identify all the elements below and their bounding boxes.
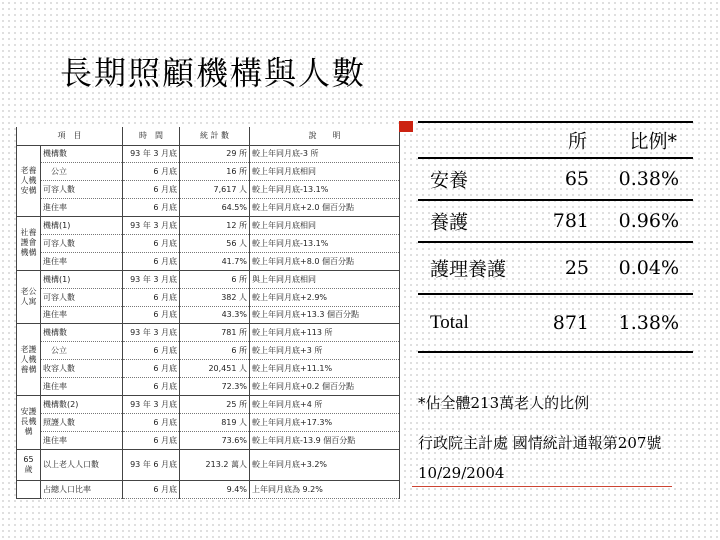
row-time: 6 月底: [123, 306, 180, 324]
row-note: 與上年同月底相同: [250, 270, 400, 288]
table-row: [17, 270, 400, 288]
header-note: 說 明: [250, 127, 400, 145]
row-value: 64.5%: [180, 199, 250, 217]
row-group-label: 老公人寓: [17, 270, 41, 324]
bottom-rule: [412, 486, 672, 487]
row-item: 可容人數: [41, 234, 123, 252]
table-body: [17, 145, 400, 499]
row-note: 較上年同月底相同: [250, 163, 400, 181]
row-item: 照護人數: [41, 413, 123, 431]
row-time: 93 年 3 月底: [123, 395, 180, 413]
table-header-row: [17, 127, 400, 145]
summary-row-count: 781: [552, 210, 589, 232]
row-item: 公立: [41, 342, 123, 360]
summary-row-ratio: 0.04%: [618, 257, 679, 279]
summary-row: [418, 243, 693, 295]
row-note: 較上年同月底-13.1%: [250, 181, 400, 199]
row-item: 機構數(2): [41, 395, 123, 413]
table-row: [17, 324, 400, 342]
statistics-table: [16, 127, 400, 499]
row-item: 機構(1): [41, 217, 123, 235]
row-time: 93 年 6 月底: [123, 449, 180, 480]
header-item: 項 目: [17, 127, 123, 145]
table-row: [17, 449, 400, 480]
row-value: 56 人: [180, 234, 250, 252]
table-row: [17, 163, 400, 181]
row-group-label: 65 歲: [17, 449, 41, 480]
summary-row: [418, 159, 693, 201]
table-row: [17, 234, 400, 252]
row-item: 機構(1): [41, 270, 123, 288]
row-time: 6 月底: [123, 252, 180, 270]
row-note: 較上年同月底+3 所: [250, 342, 400, 360]
summary-table: [418, 123, 693, 353]
row-item: 進住率: [41, 378, 123, 396]
row-note: 較上年同月底+2.9%: [250, 288, 400, 306]
row-item: 進住率: [41, 431, 123, 449]
row-group-label: [17, 480, 41, 498]
row-item: 占總人口比率: [41, 480, 123, 498]
row-value: 382 人: [180, 288, 250, 306]
row-value: 12 所: [180, 217, 250, 235]
row-time: 6 月底: [123, 288, 180, 306]
row-value: 7,617 人: [180, 181, 250, 199]
accent-square: [399, 121, 413, 132]
row-time: 93 年 3 月底: [123, 324, 180, 342]
row-note: 較上年同月底+2.0 個百分點: [250, 199, 400, 217]
summary-row-ratio: 0.38%: [618, 168, 679, 190]
table-row: [17, 288, 400, 306]
summary-row-ratio: 1.38%: [618, 312, 679, 334]
slide-title: 長期照顧機構與人數: [60, 54, 367, 92]
row-time: 6 月底: [123, 181, 180, 199]
row-value: 25 所: [180, 395, 250, 413]
summary-row: [418, 201, 693, 243]
row-note: 較上年同月底-13.9 個百分點: [250, 431, 400, 449]
row-time: 6 月底: [123, 480, 180, 498]
table-row: [17, 378, 400, 396]
row-time: 6 月底: [123, 378, 180, 396]
table-row: [17, 217, 400, 235]
row-value: 73.6%: [180, 431, 250, 449]
table-row: [17, 413, 400, 431]
table-row: [17, 306, 400, 324]
table-row: [17, 199, 400, 217]
header-time: 時 間: [123, 127, 180, 145]
row-time: 6 月底: [123, 163, 180, 181]
table-row: [17, 431, 400, 449]
summary-row-count: 25: [564, 257, 589, 279]
row-value: 6 所: [180, 342, 250, 360]
row-value: 20,451 人: [180, 360, 250, 378]
row-note: 較上年同月底+113 所: [250, 324, 400, 342]
row-note: 較上年同月底+13.3 個百分點: [250, 306, 400, 324]
summary-header-row: [418, 123, 693, 159]
row-value: 9.4%: [180, 480, 250, 498]
summary-row-name: Total: [430, 312, 469, 333]
summary-row-name: 安養: [430, 169, 469, 192]
row-value: 213.2 萬人: [180, 449, 250, 480]
row-value: 6 所: [180, 270, 250, 288]
header-value: 統 計 數: [180, 127, 250, 145]
summary-row-count: 65: [564, 168, 589, 190]
row-value: 72.3%: [180, 378, 250, 396]
table-row: [17, 360, 400, 378]
row-note: 較上年同月底-3 所: [250, 145, 400, 163]
row-group-label: 安護長機構: [17, 395, 41, 449]
table-row: [17, 181, 400, 199]
row-group-label: 社養護會機構: [17, 217, 41, 271]
row-item: 公立: [41, 163, 123, 181]
scanned-statistics-table: [16, 127, 399, 499]
row-note: 較上年同月底-13.1%: [250, 234, 400, 252]
publication-date: 10/29/2004: [418, 464, 505, 482]
table-row: [17, 145, 400, 163]
row-value: 29 所: [180, 145, 250, 163]
row-item: 進住率: [41, 306, 123, 324]
row-group-label: 老護人機養構: [17, 324, 41, 396]
row-item: 機構數: [41, 145, 123, 163]
summary-row-name: 養護: [430, 211, 469, 234]
row-time: 93 年 3 月底: [123, 270, 180, 288]
row-note: 較上年同月底相同: [250, 217, 400, 235]
row-item: 可容人數: [41, 181, 123, 199]
row-item: 進住率: [41, 199, 123, 217]
row-item: 進住率: [41, 252, 123, 270]
table-row: [17, 480, 400, 498]
summary-header-ratio: 比例*: [629, 130, 677, 153]
row-time: 6 月底: [123, 342, 180, 360]
row-time: 6 月底: [123, 360, 180, 378]
row-time: 6 月底: [123, 431, 180, 449]
footnote: *佔全體213萬老人的比例: [418, 394, 590, 412]
row-time: 6 月底: [123, 234, 180, 252]
row-value: 43.3%: [180, 306, 250, 324]
row-item: 機構數: [41, 324, 123, 342]
row-time: 6 月底: [123, 413, 180, 431]
row-value: 781 所: [180, 324, 250, 342]
row-item: 收容人數: [41, 360, 123, 378]
summary-row-ratio: 0.96%: [618, 210, 679, 232]
summary-row-count: 871: [552, 312, 589, 334]
row-note: 較上年同月底+8.0 個百分點: [250, 252, 400, 270]
table-row: [17, 342, 400, 360]
row-note: 較上年同月底+3.2%: [250, 449, 400, 480]
row-note: 較上年同月底+17.3%: [250, 413, 400, 431]
row-value: 16 所: [180, 163, 250, 181]
table-row: [17, 252, 400, 270]
row-time: 93 年 3 月底: [123, 217, 180, 235]
row-item: 以上老人人口數: [41, 449, 123, 480]
summary-header-count: 所: [567, 130, 587, 153]
row-note: 較上年同月底+0.2 個百分點: [250, 378, 400, 396]
row-value: 819 人: [180, 413, 250, 431]
row-note: 較上年同月底+11.1%: [250, 360, 400, 378]
row-group-label: 老養人機安構: [17, 145, 41, 217]
row-time: 6 月底: [123, 199, 180, 217]
row-note: 上年同月底為 9.2%: [250, 480, 400, 498]
row-note: 較上年同月底+4 所: [250, 395, 400, 413]
table-row: [17, 395, 400, 413]
summary-total-row: [418, 295, 693, 353]
row-item: 可容人數: [41, 288, 123, 306]
row-time: 93 年 3 月底: [123, 145, 180, 163]
row-value: 41.7%: [180, 252, 250, 270]
summary-row-name: 護理養護: [430, 258, 507, 281]
source-citation: 行政院主計處 國情統計通報第207號: [418, 434, 662, 452]
